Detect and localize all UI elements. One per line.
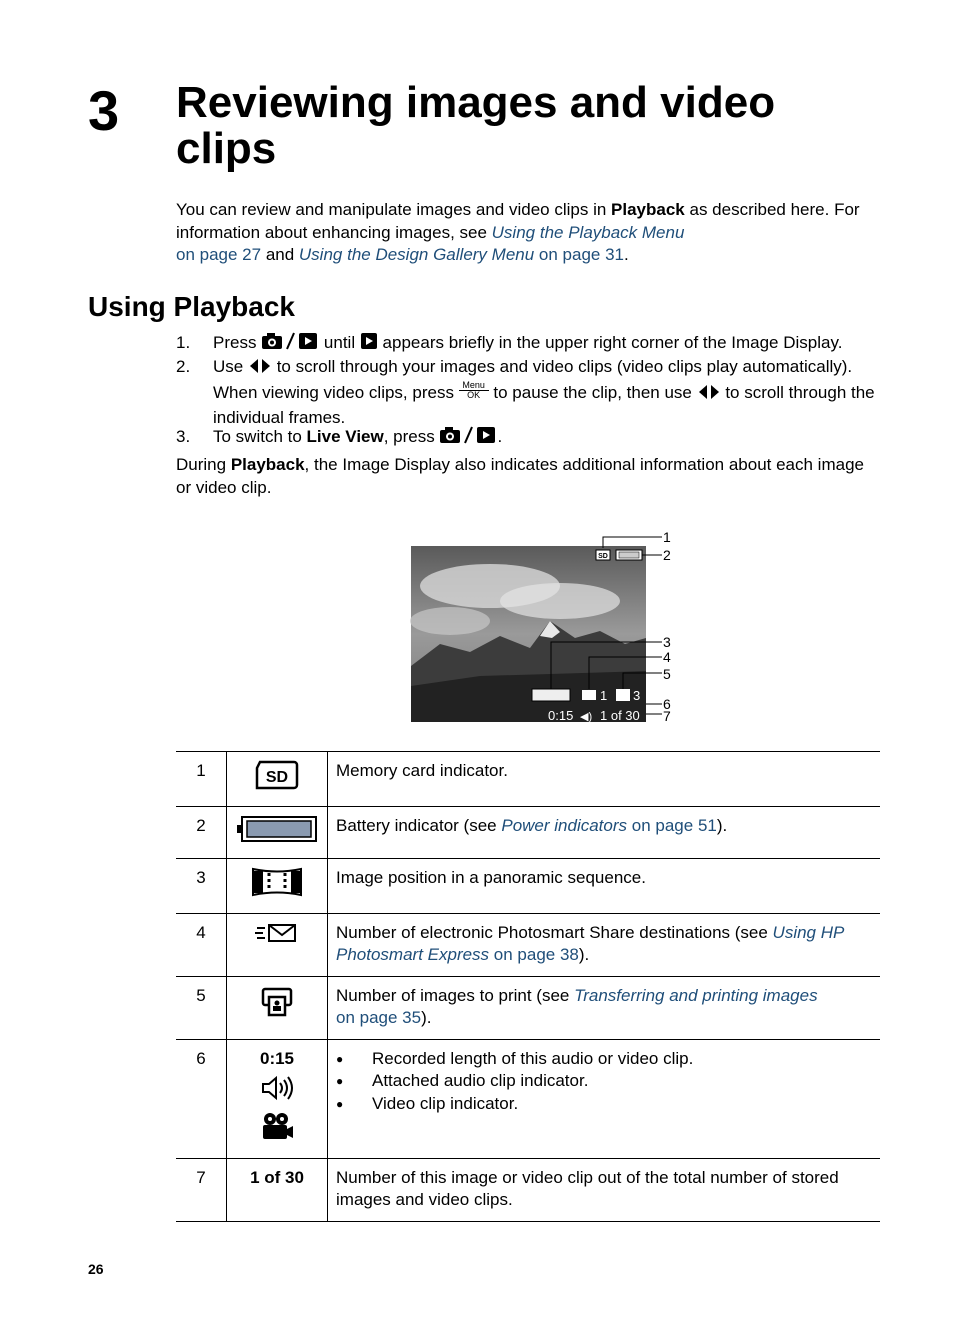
link-power-indicators-page[interactable]: on page 51 [631,815,717,835]
row-number: 2 [176,806,227,859]
chapter-title: Reviewing images and video clips [176,78,776,173]
overlay-print-count: 3 [633,688,641,703]
overlay-sd-label: SD [598,553,608,560]
callout-4: 4 [663,649,671,665]
link-playback-menu[interactable]: Using the Playback Menu [491,222,685,242]
link-photosmart-express[interactable]: Using HP Photosmart Express [336,922,844,964]
step-text-part: to pause the clip, then use [488,382,697,402]
overlay-share-icon [582,690,596,700]
table-row [176,913,880,976]
overlay-time: 0:15 [548,708,574,723]
step-text-part: To switch to [213,427,307,446]
desc-text: ). [716,815,728,835]
intro-text: . [624,245,629,264]
table-row [176,859,880,914]
row-number: 1 [176,752,227,807]
step-text-part: to scroll through the individual frames. [213,382,875,427]
link-transferring-printing-page[interactable]: on page 35 [336,1008,422,1027]
callout-2: 2 [663,547,671,563]
row-description: Image position in a panoramic sequence. [328,859,881,914]
desc-text: ). [578,945,590,964]
chapter-number: 3 [88,79,120,142]
table-row [176,1039,880,1158]
sd-card-icon [227,752,328,807]
step-text-part: until [319,333,360,352]
section-heading: Using Playback [88,291,295,322]
battery-icon [227,806,328,859]
page-number: 26 [88,1261,104,1277]
step-text-part: appears briefly in the upper right corner of the Image Display. [377,333,843,352]
row-icon-cell [227,1039,328,1158]
list-item: ● Video clip indicator. [336,1093,872,1116]
menu-label: Menu [459,381,489,391]
step-text [213,331,885,357]
playback-icon [360,332,378,357]
intro-text: as described here. For information about enhancing images, see [176,200,860,242]
intro-text: and [261,245,299,264]
link-design-gallery-page[interactable]: on page 31 [538,245,625,264]
share-icon [227,913,328,976]
left-right-arrows-icon [697,383,721,407]
table-row [176,752,880,807]
step-text [213,425,885,451]
print-icon [227,976,328,1039]
ok-label: OK [467,389,481,400]
step-text-part: Use [213,357,248,376]
overlay-share-count: 1 [600,688,608,703]
desc-text: Battery indicator (see [336,815,502,835]
row-description [328,1039,881,1158]
camera-playback-button-icon [439,426,497,451]
table-row [176,806,880,859]
row-number: 6 [176,1039,227,1158]
image-count-label: 1 of 30 [227,1158,328,1221]
camera-playback-button-icon [261,332,319,357]
link-power-indicators[interactable]: Power indicators [501,815,628,835]
overlay-position: 1 of 30 [600,708,640,723]
display-photo [410,546,646,722]
intro-paragraph [176,199,886,267]
left-right-arrows-icon [248,357,272,381]
row-description [328,806,881,859]
table-row [176,976,880,1039]
overlay-panorama-icon [532,689,570,701]
callout-5: 5 [663,666,671,682]
row-description [328,976,881,1039]
desc-text: Number of electronic Photosmart Share destinations (see [336,922,773,942]
row-number: 4 [176,913,227,976]
callout-1: 1 [663,529,671,545]
panorama-icon [227,859,328,914]
during-text: During [176,455,231,474]
overlay-speaker-icon: ◀) [580,711,593,723]
step-text [213,355,885,430]
intro-bold: Playback [611,200,685,219]
legend-table [176,751,880,1222]
row-number: 5 [176,976,227,1039]
callout-6: 6 [663,696,671,712]
callout-3: 3 [663,634,671,650]
row-number: 7 [176,1158,227,1221]
step-text-part: . [497,427,503,446]
row-description: Number of this image or video clip out of the total number of stored images and video clips. [328,1158,881,1221]
intro-text: You can review and manipulate images and video clips in [176,200,612,219]
link-photosmart-express-page[interactable]: on page 38 [493,945,579,964]
callout-7: 7 [663,708,671,724]
link-design-gallery[interactable]: Using the Design Gallery Menu [298,245,535,264]
during-paragraph [176,454,876,499]
step-text-part: to scroll through your images and video clips (video clips play automatically). When viewing video clips, press [213,357,853,402]
desc-text: Number of images to print (see [336,985,575,1005]
step-text-part: Press [213,333,262,352]
desc-text: ). [421,1008,432,1027]
during-text: , the Image Display also indicates additional information about each image or video clip. [176,455,864,497]
during-bold: Playback [230,455,305,474]
clip-length-label: 0:15 [259,1048,295,1068]
list-item: ● Attached audio clip indicator. [336,1070,872,1093]
video-camera-icon [235,1111,319,1148]
menu-ok-icon [459,381,489,400]
svg-text:SD: SD [265,769,289,786]
step-number: 2. [176,357,191,376]
row-description [328,913,881,976]
speaker-icon [235,1074,319,1109]
step-number: 1. [176,333,191,352]
step-number: 3. [176,427,191,446]
link-transferring-printing[interactable]: Transferring and printing images [574,985,818,1005]
image-display-figure [400,526,680,726]
row-number: 3 [176,859,227,914]
step-bold: Live View [306,427,384,446]
list-item: ● Recorded length of this audio or video clip. [336,1048,872,1071]
link-playback-menu-page[interactable]: on page 27 [176,245,262,264]
step-text-part: , press [383,427,440,446]
overlay-print-icon [616,689,630,701]
row-description: Memory card indicator. [328,752,881,807]
table-row [176,1158,880,1221]
